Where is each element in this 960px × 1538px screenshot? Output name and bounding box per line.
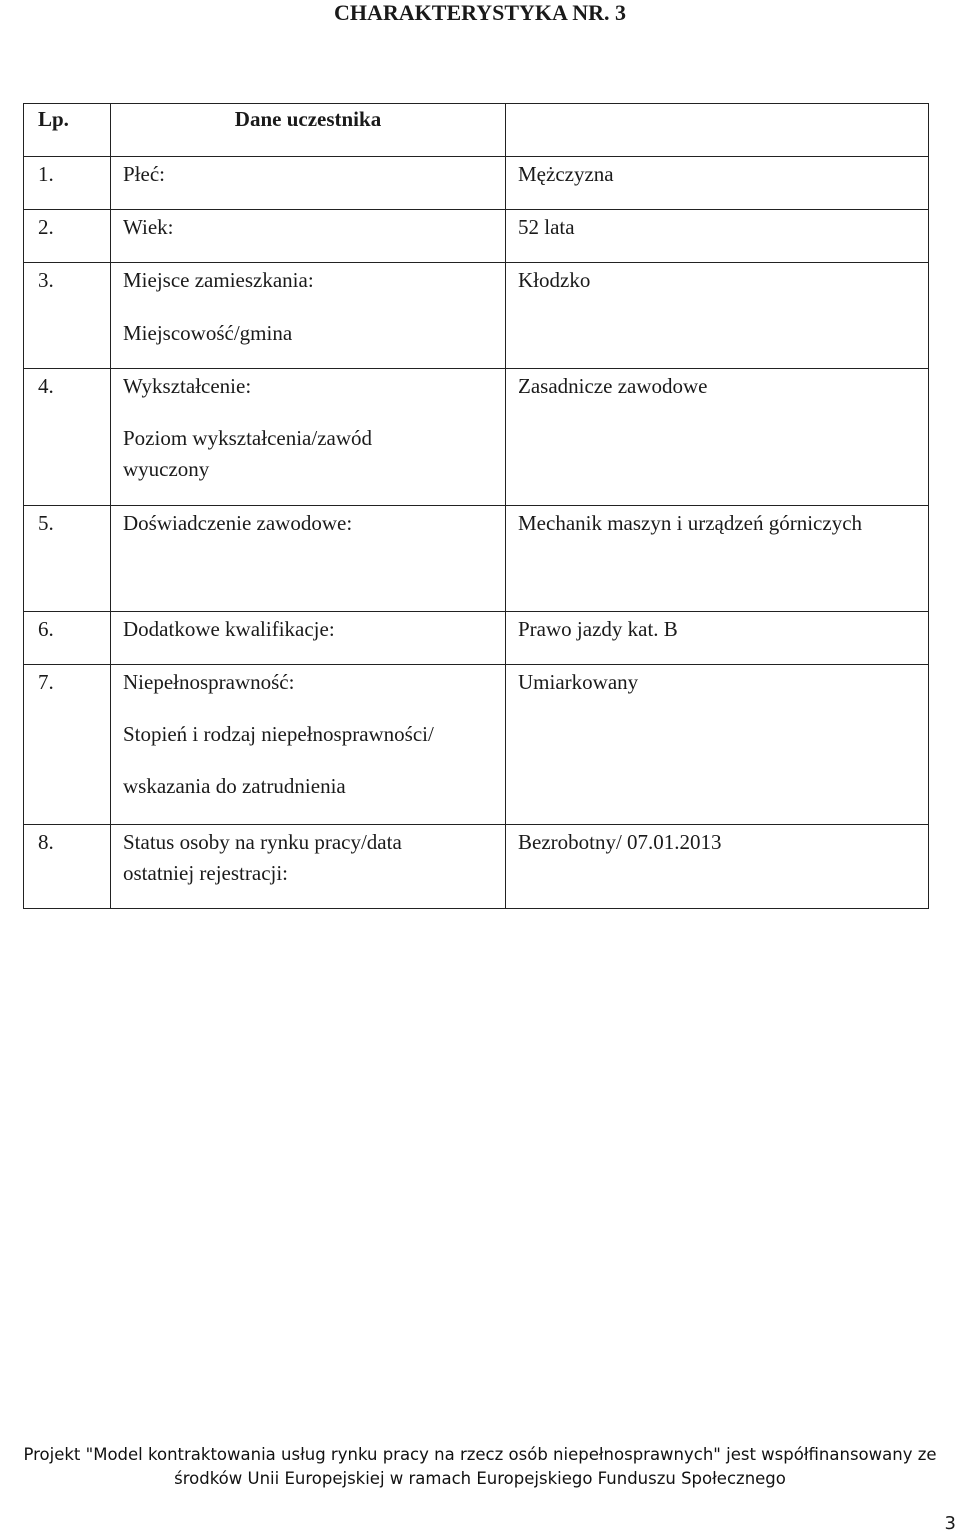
page-number: 3: [944, 1513, 956, 1534]
document-title: CHARAKTERYSTYKA NR. 3: [334, 0, 626, 25]
row-value-cell: [506, 825, 929, 909]
row-label-detail: Miejscowość/gmina: [123, 321, 293, 345]
row-label-detail: ostatniej rejestracji:: [123, 861, 289, 885]
row-value-cell: [506, 263, 929, 369]
table-row: [24, 506, 929, 612]
table-row: [24, 157, 929, 210]
row-number: 6.: [38, 617, 54, 641]
row-number-cell: [24, 825, 111, 909]
header-value: [518, 104, 928, 105]
row-label-detail: wyuczony: [123, 457, 210, 481]
row-label: Wiek:: [123, 215, 174, 239]
row-label-cell: [111, 369, 506, 506]
footer-line: Projekt "Model kontraktowania usług rynku pracy na rzecz osób niepełnosprawnych" jest współfinansowany ze: [23, 1445, 937, 1464]
table-row: [24, 263, 929, 369]
row-value: Umiarkowany: [518, 670, 639, 694]
header-lp: Lp.: [38, 107, 69, 131]
row-number: 8.: [38, 830, 54, 854]
row-label: Niepełnosprawność:: [123, 670, 295, 694]
row-label-cell: [111, 210, 506, 263]
row-number-cell: [24, 210, 111, 263]
row-label-cell: [111, 263, 506, 369]
table-row: [24, 612, 929, 665]
header-value-cell: [506, 104, 929, 157]
table-row: [24, 210, 929, 263]
row-number: 3.: [38, 268, 54, 292]
row-value: 52 lata: [518, 215, 575, 239]
row-label-detail: wskazania do zatrudnienia: [123, 774, 346, 798]
row-value: Zasadnicze zawodowe: [518, 374, 708, 398]
row-label: Doświadczenie zawodowe:: [123, 511, 353, 535]
row-value: Kłodzko: [518, 268, 591, 292]
row-label-detail: Poziom wykształcenia/zawód: [123, 426, 373, 450]
row-label: Status osoby na rynku pracy/data: [123, 830, 402, 854]
row-label-cell: [111, 612, 506, 665]
row-value-cell: [506, 612, 929, 665]
row-value-cell: [506, 369, 929, 506]
row-number: 2.: [38, 215, 54, 239]
row-value-cell: [506, 665, 929, 825]
row-number-cell: [24, 263, 111, 369]
row-value-cell: [506, 210, 929, 263]
row-number: 7.: [38, 670, 54, 694]
row-label: Wykształcenie:: [123, 374, 252, 398]
header-lp-cell: [24, 104, 111, 157]
row-number: 5.: [38, 511, 54, 535]
row-value-cell: [506, 506, 929, 612]
row-number-cell: [24, 506, 111, 612]
row-label-cell: [111, 506, 506, 612]
row-value: Mężczyzna: [518, 162, 614, 186]
row-label: Dodatkowe kwalifikacje:: [123, 617, 335, 641]
row-label-detail: Stopień i rodzaj niepełnosprawności/: [123, 722, 434, 746]
row-number-cell: [24, 369, 111, 506]
table-row: [24, 369, 929, 506]
table-row: [24, 665, 929, 825]
row-value: Bezrobotny/ 07.01.2013: [518, 830, 722, 854]
participant-data-table: [23, 103, 929, 909]
row-number-cell: [24, 612, 111, 665]
page-footer: [0, 1443, 960, 1491]
row-number: 1.: [38, 162, 54, 186]
table-header-row: [24, 104, 929, 157]
row-label-cell: [111, 825, 506, 909]
table-row: [24, 825, 929, 909]
header-data: Dane uczestnika: [234, 107, 382, 131]
row-number: 4.: [38, 374, 54, 398]
row-number-cell: [24, 157, 111, 210]
row-label: Miejsce zamieszkania:: [123, 268, 314, 292]
row-value: Prawo jazdy kat. B: [518, 617, 678, 641]
row-value-cell: [506, 157, 929, 210]
row-label-cell: [111, 157, 506, 210]
row-label-cell: [111, 665, 506, 825]
header-data-cell: [111, 104, 506, 157]
footer-line: środków Unii Europejskiej w ramach Europejskiego Funduszu Społecznego: [174, 1469, 786, 1488]
row-number-cell: [24, 665, 111, 825]
row-value: Mechanik maszyn i urządzeń górniczych: [518, 511, 863, 535]
row-label: Płeć:: [123, 162, 165, 186]
